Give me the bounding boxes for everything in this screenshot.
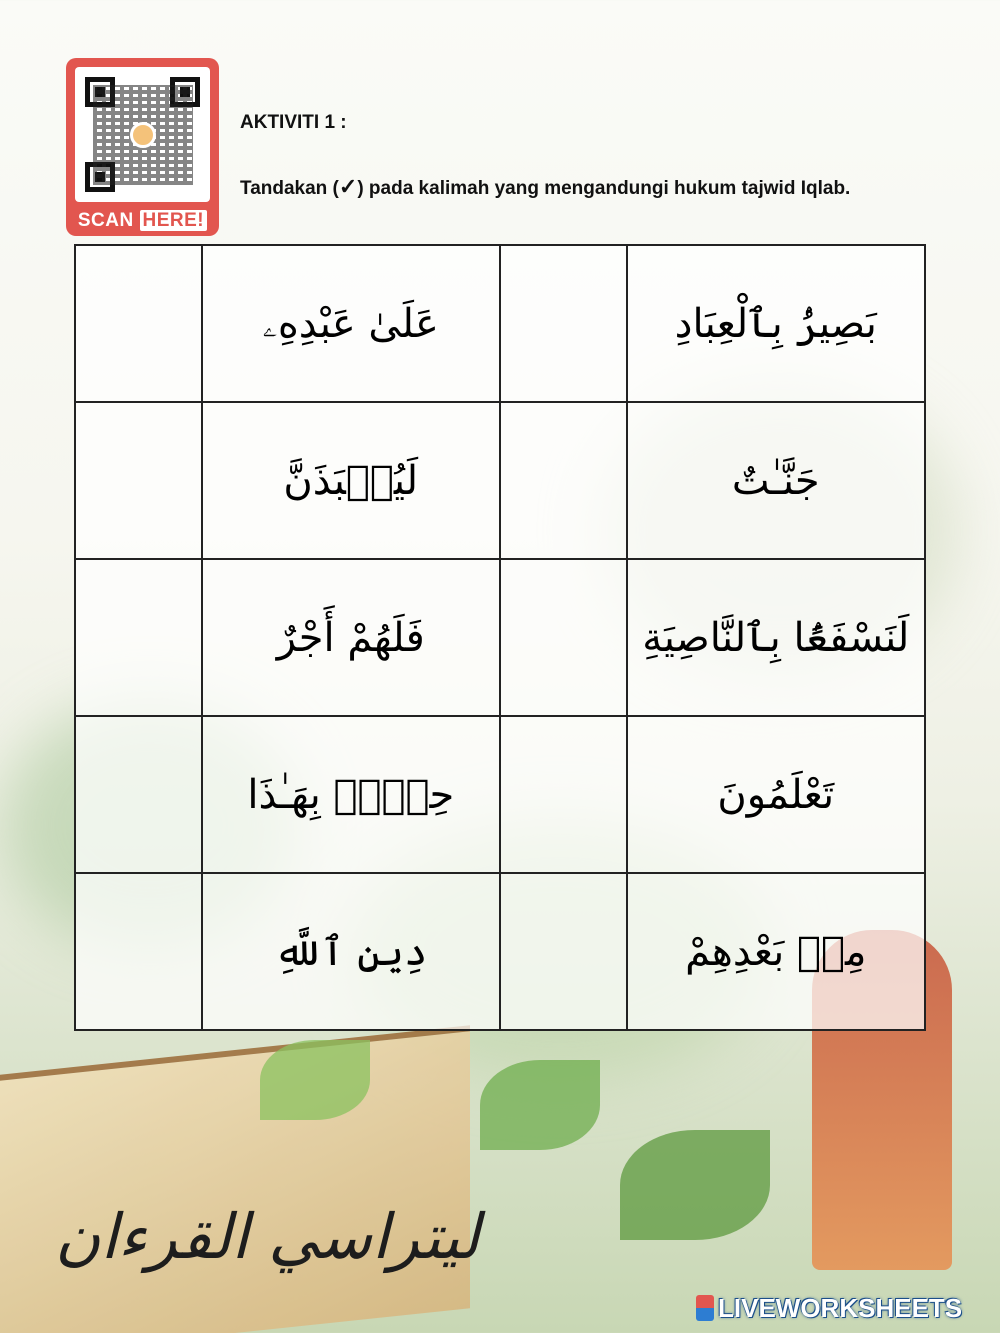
arabic-word-right: تَعْلَمُونَ [627,716,925,873]
brand-text: LIVEWORKSHEETS [718,1293,963,1323]
here-text: HERE! [140,210,208,231]
table-row [75,559,925,716]
qr-logo-icon [130,122,156,148]
check-box-left[interactable] [75,716,202,873]
instruction-after: ) pada kalimah yang mengandungi hukum tajwid Iqlab. [357,178,851,199]
scan-here-label [75,210,210,232]
check-box-right[interactable] [500,716,627,873]
check-box-right[interactable] [500,245,627,402]
check-box-right[interactable] [500,559,627,716]
activity-title: AKTIVITI 1 : [240,112,347,133]
table-row [75,716,925,873]
arabic-word-left: عَلَىٰ عَبْدِهِۦ [202,245,500,402]
arabic-word-right: جَنَّـٰتٌ [627,402,925,559]
check-box-right[interactable] [500,402,627,559]
instruction-before: Tandakan ( [240,178,339,199]
arabic-word-left: دِينِ ٱللَّهِ [202,873,500,1030]
table-row [75,873,925,1030]
arabic-word-right: لَنَسْفَعًۢا بِٱلنَّاصِيَةِ [627,559,925,716]
leaf-illustration [260,1040,370,1120]
calligraphy-logo: ليتراسي القرءان [55,1200,480,1273]
arabic-word-left: حِلُّۢ بِهَـٰذَا [202,716,500,873]
qr-code-icon [75,67,210,202]
liveworksheets-logo-icon [696,1295,714,1321]
check-box-left[interactable] [75,402,202,559]
leaf-illustration [620,1130,770,1240]
check-box-left[interactable] [75,245,202,402]
arabic-word-right: مِنۢ بَعْدِهِمْ [627,873,925,1030]
table-row [75,402,925,559]
quran-book-illustration [0,1025,470,1333]
tajwid-table [74,244,926,1031]
checkmark-icon: ✓ [338,174,358,199]
arabic-word-left: فَلَهُمْ أَجْرٌ [202,559,500,716]
check-box-right[interactable] [500,873,627,1030]
qr-code-card[interactable] [66,58,219,236]
scan-text: SCAN [77,210,134,231]
instruction-text [240,172,941,204]
arabic-word-left: لَيُنۢبَذَنَّ [202,402,500,559]
check-box-left[interactable] [75,873,202,1030]
check-box-left[interactable] [75,559,202,716]
leaf-illustration [480,1060,600,1150]
table-row [75,245,925,402]
arabic-word-right: بَصِيرُۢ بِٱلْعِبَادِ [627,245,925,402]
